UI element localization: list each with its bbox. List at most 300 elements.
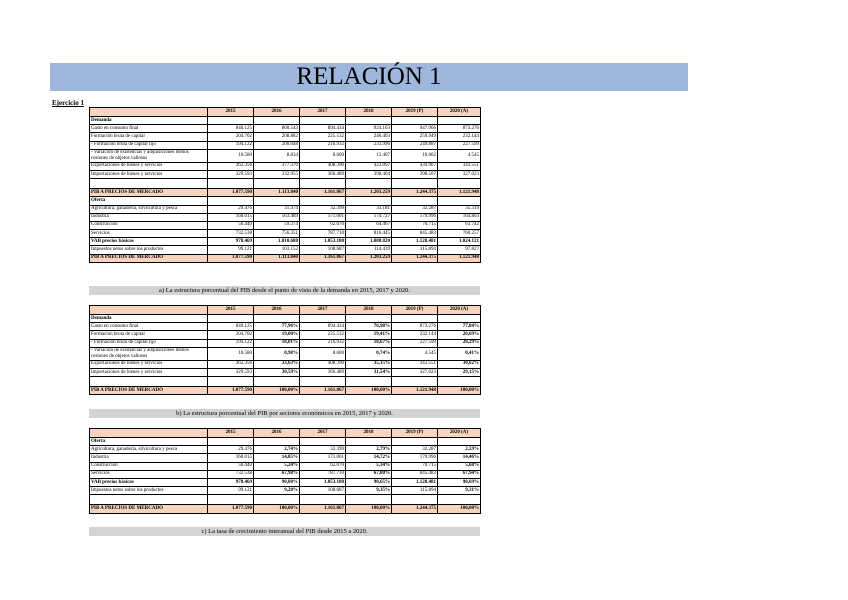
- value-cell: 14,46%: [438, 454, 481, 462]
- row-label: Servicios: [90, 470, 208, 478]
- header-blank: [90, 108, 208, 117]
- value-cell: 114.439: [346, 246, 392, 254]
- value-cell: 246.403: [346, 133, 392, 141]
- year-header: 2018: [346, 306, 392, 315]
- value-cell: 227.599: [392, 339, 438, 347]
- row-label: Agricultura, ganadería, silvicultura y pesca: [90, 205, 208, 213]
- empty-cell: [392, 438, 438, 446]
- section-label: Demanda: [90, 315, 208, 323]
- value-cell: 8.600: [300, 149, 346, 162]
- value-cell: 10.580: [208, 347, 254, 360]
- table-row: [90, 221, 481, 229]
- row-label: Importaciones de bienes y servicios: [90, 170, 208, 178]
- value-cell: 408.390: [300, 162, 346, 170]
- value-cell: 70.715: [392, 221, 438, 229]
- value-cell: 1.077.590: [208, 387, 254, 395]
- value-cell: 1.088.820: [346, 238, 392, 246]
- value-cell: 1.121.948: [438, 254, 481, 262]
- empty-cell: [438, 117, 481, 125]
- value-cell: 35.319: [438, 205, 481, 213]
- value-cell: 0,41%: [438, 347, 481, 360]
- value-cell: 978.469: [208, 478, 254, 486]
- value-cell: 249.887: [392, 141, 438, 149]
- year-header: 2016: [254, 108, 300, 117]
- value-cell: 225.532: [300, 331, 346, 339]
- value-cell: 108.687: [300, 246, 346, 254]
- value-cell: 216.932: [300, 141, 346, 149]
- value-cell: 19,00%: [254, 331, 300, 339]
- value-cell: 32.287: [392, 205, 438, 213]
- value-cell: 33.181: [346, 205, 392, 213]
- value-cell: 77,96%: [254, 323, 300, 331]
- value-cell: 18,01%: [254, 339, 300, 347]
- table-row: [90, 505, 481, 513]
- value-cell: 1.128.481: [392, 478, 438, 486]
- row-label: PIB A PRECIOS DE MERCADO: [90, 387, 208, 395]
- caption-c: c) La tasa de crecimiento interanual del PIB desde 2015 a 2020.: [89, 527, 480, 536]
- value-cell: 978.469: [208, 238, 254, 246]
- value-cell: 1.128.481: [392, 238, 438, 246]
- value-cell: 160.015: [208, 213, 254, 221]
- table-row: [90, 162, 481, 170]
- section-row: [90, 315, 481, 323]
- value-cell: 8.600: [300, 347, 346, 360]
- value-cell: 108.687: [300, 487, 346, 495]
- table-pib-base: [89, 107, 481, 263]
- value-cell: 225.532: [300, 133, 346, 141]
- empty-cell: [346, 495, 392, 505]
- empty-cell: [208, 315, 254, 323]
- header-blank: [90, 306, 208, 315]
- empty-cell: [254, 495, 300, 505]
- row-label: Industria: [90, 454, 208, 462]
- value-cell: 194.122: [208, 339, 254, 347]
- table-row: [90, 462, 481, 470]
- row-label: Gasto en consumo final: [90, 323, 208, 331]
- value-cell: 894.434: [300, 125, 346, 133]
- empty-cell: [346, 179, 392, 189]
- value-cell: 90,65%: [346, 478, 392, 486]
- value-cell: 1.113.840: [254, 189, 300, 197]
- value-cell: 873.276: [392, 323, 438, 331]
- empty-cell: [90, 377, 208, 387]
- value-cell: 29.476: [208, 446, 254, 454]
- value-cell: 1.244.375: [392, 505, 438, 513]
- empty-cell: [438, 377, 481, 387]
- value-cell: 14,85%: [254, 454, 300, 462]
- value-cell: 160.015: [208, 454, 254, 462]
- value-cell: 1.010.688: [254, 238, 300, 246]
- value-cell: 327.023: [392, 368, 438, 376]
- empty-cell: [300, 197, 346, 205]
- value-cell: 845.483: [392, 230, 438, 238]
- value-cell: 259.949: [392, 133, 438, 141]
- value-cell: 100,00%: [254, 387, 300, 395]
- value-cell: 204.702: [208, 133, 254, 141]
- value-cell: 31,54%: [346, 368, 392, 376]
- year-header: 2017: [300, 306, 346, 315]
- value-cell: 31.474: [254, 205, 300, 213]
- value-cell: 1.244.375: [392, 189, 438, 197]
- empty-cell: [90, 179, 208, 189]
- table-row: [90, 213, 481, 221]
- row-label: VAB precios básicos: [90, 478, 208, 486]
- row-label: Servicios: [90, 230, 208, 238]
- value-cell: 5,34%: [346, 462, 392, 470]
- value-cell: 103.152: [254, 246, 300, 254]
- value-cell: 90,69%: [438, 478, 481, 486]
- table-row: [90, 323, 481, 331]
- value-cell: 840.125: [208, 323, 254, 331]
- empty-cell: [438, 495, 481, 505]
- empty-cell: [300, 117, 346, 125]
- value-cell: 2,74%: [254, 446, 300, 454]
- value-cell: 76,98%: [346, 323, 392, 331]
- section-label: Oferta: [90, 197, 208, 205]
- value-cell: 362.356: [208, 360, 254, 368]
- table-row: [90, 487, 481, 495]
- table-row: [90, 125, 481, 133]
- value-cell: 179.996: [392, 213, 438, 221]
- year-header: 2017: [300, 429, 346, 438]
- year-header: 2019 (P): [392, 306, 438, 315]
- empty-cell: [438, 197, 481, 205]
- value-cell: 100,00%: [438, 387, 481, 395]
- value-cell: 33,63%: [254, 360, 300, 368]
- value-cell: 115.894: [392, 487, 438, 495]
- year-header: 2017: [300, 108, 346, 117]
- row-label: Construcción: [90, 462, 208, 470]
- value-cell: 845.483: [392, 470, 438, 478]
- row-label: Construcción: [90, 221, 208, 229]
- value-cell: 163.489: [254, 213, 300, 221]
- value-cell: 77,84%: [438, 323, 481, 331]
- row-label: - Formación bruta de capital fijo: [90, 141, 208, 149]
- value-cell: 29,15%: [438, 368, 481, 376]
- table-row: [90, 230, 481, 238]
- empty-cell: [392, 197, 438, 205]
- value-cell: 332.955: [254, 170, 300, 178]
- value-cell: 30,59%: [254, 368, 300, 376]
- empty-cell: [254, 179, 300, 189]
- value-cell: 59.374: [254, 221, 300, 229]
- value-cell: 62.070: [300, 462, 346, 470]
- value-cell: 90,80%: [254, 478, 300, 486]
- value-cell: 100,00%: [346, 505, 392, 513]
- value-cell: 1.077.590: [208, 189, 254, 197]
- header-blank: [90, 429, 208, 438]
- table-row: [90, 170, 481, 178]
- value-cell: 0,74%: [346, 347, 392, 360]
- table-row: [90, 339, 481, 347]
- value-cell: 327.023: [438, 170, 481, 178]
- page-title: RELACIÓN 1: [296, 63, 442, 90]
- row-label: - Formación bruta de capital fijo: [90, 339, 208, 347]
- row-label: Impuestos netos sobre los productos: [90, 246, 208, 254]
- empty-cell: [254, 377, 300, 387]
- value-cell: 1.203.259: [346, 189, 392, 197]
- value-cell: 99.121: [208, 246, 254, 254]
- value-cell: 29.476: [208, 205, 254, 213]
- row-label: PIB A PRECIOS DE MERCADO: [90, 189, 208, 197]
- empty-cell: [346, 117, 392, 125]
- value-cell: 787.710: [300, 230, 346, 238]
- empty-cell: [208, 197, 254, 205]
- value-cell: 329.593: [208, 368, 254, 376]
- year-header: 2019 (P): [392, 429, 438, 438]
- value-cell: 115.894: [392, 246, 438, 254]
- table-row: [90, 149, 481, 162]
- exercise-label: Ejercicio 1: [52, 99, 84, 107]
- year-header: 2018: [346, 108, 392, 117]
- value-cell: 35,15%: [346, 360, 392, 368]
- value-cell: 1.077.590: [208, 505, 254, 513]
- empty-cell: [392, 495, 438, 505]
- value-cell: 343.551: [392, 360, 438, 368]
- empty-cell: [392, 315, 438, 323]
- value-cell: 32.287: [392, 446, 438, 454]
- empty-cell: [300, 438, 346, 446]
- value-cell: 232.144: [438, 133, 481, 141]
- empty-cell: [208, 377, 254, 387]
- empty-cell: [208, 179, 254, 189]
- row-label: VAB precios básicos: [90, 238, 208, 246]
- value-cell: 216.932: [300, 339, 346, 347]
- value-cell: 1.203.259: [346, 254, 392, 262]
- value-cell: 30,62%: [438, 360, 481, 368]
- section-row: [90, 197, 481, 205]
- value-cell: 1.244.375: [392, 254, 438, 262]
- value-cell: 171.001: [300, 454, 346, 462]
- spacer-row: [90, 495, 481, 505]
- empty-cell: [254, 438, 300, 446]
- table-row: [90, 238, 481, 246]
- value-cell: 2,59%: [438, 446, 481, 454]
- value-cell: 67,98%: [254, 470, 300, 478]
- value-cell: 10.062: [392, 149, 438, 162]
- table-row: [90, 347, 481, 360]
- row-label: Importaciones de bienes y servicios: [90, 368, 208, 376]
- title-banner: [50, 63, 688, 91]
- header-row: [90, 108, 481, 117]
- value-cell: 56.440: [208, 462, 254, 470]
- value-cell: 10.580: [208, 149, 254, 162]
- value-cell: 924.163: [346, 125, 392, 133]
- value-cell: 200.048: [254, 141, 300, 149]
- header-row: [90, 429, 481, 438]
- value-cell: 63.742: [438, 221, 481, 229]
- section-label: Oferta: [90, 438, 208, 446]
- value-cell: 2,79%: [346, 446, 392, 454]
- value-cell: 732.538: [208, 470, 254, 478]
- value-cell: 5,24%: [254, 462, 300, 470]
- year-header: 2015: [208, 429, 254, 438]
- empty-cell: [300, 495, 346, 505]
- table-row: [90, 478, 481, 486]
- value-cell: 1.161.867: [300, 505, 346, 513]
- table-row: [90, 254, 481, 262]
- empty-cell: [254, 117, 300, 125]
- empty-cell: [392, 117, 438, 125]
- value-cell: 1.121.948: [438, 189, 481, 197]
- table-row: [90, 470, 481, 478]
- value-cell: 204.702: [208, 331, 254, 339]
- empty-cell: [208, 117, 254, 125]
- value-cell: 1.161.867: [300, 189, 346, 197]
- value-cell: 860.543: [254, 125, 300, 133]
- table-demand-structure: [89, 305, 481, 395]
- value-cell: 377.370: [254, 162, 300, 170]
- value-cell: 1.113.840: [254, 254, 300, 262]
- value-cell: 4.545: [438, 149, 481, 162]
- value-cell: 70.715: [392, 462, 438, 470]
- spacer-row: [90, 179, 481, 189]
- row-label: Exportaciones de bienes y servicios: [90, 162, 208, 170]
- year-header: 2016: [254, 306, 300, 315]
- empty-cell: [208, 495, 254, 505]
- value-cell: 760.257: [438, 230, 481, 238]
- row-label: Agricultura, ganadería, silvicultura y pesca: [90, 446, 208, 454]
- value-cell: 816.445: [346, 230, 392, 238]
- value-cell: 1.024.121: [438, 238, 481, 246]
- value-cell: 343.551: [438, 162, 481, 170]
- row-label: - Variación de existencias y adquisiciones menos cesiones de objetos valiosos: [90, 149, 208, 162]
- value-cell: 873.276: [438, 125, 481, 133]
- value-cell: 100,00%: [254, 505, 300, 513]
- value-cell: 1.053.180: [300, 478, 346, 486]
- value-cell: 408.390: [300, 360, 346, 368]
- value-cell: 9,20%: [254, 487, 300, 495]
- value-cell: 174.727: [346, 213, 392, 221]
- caption-a: a) La estructura porcentual del PIB desde el punto de vista de la demanda en 2015, 2017 y 2020.: [89, 286, 480, 295]
- empty-cell: [254, 197, 300, 205]
- value-cell: 329.593: [208, 170, 254, 178]
- table-sector-structure: [89, 428, 481, 514]
- empty-cell: [438, 179, 481, 189]
- table-row: [90, 387, 481, 395]
- empty-cell: [300, 315, 346, 323]
- row-label: Formación bruta de capital: [90, 331, 208, 339]
- value-cell: 19,41%: [346, 331, 392, 339]
- year-header: 2018: [346, 429, 392, 438]
- table-row: [90, 446, 481, 454]
- table-row: [90, 189, 481, 197]
- empty-cell: [208, 438, 254, 446]
- spacer-row: [90, 377, 481, 387]
- value-cell: 366.489: [300, 170, 346, 178]
- value-cell: 390.404: [346, 170, 392, 178]
- value-cell: 100,00%: [438, 505, 481, 513]
- value-cell: 97.827: [438, 246, 481, 254]
- value-cell: 434.967: [392, 162, 438, 170]
- empty-cell: [300, 179, 346, 189]
- year-header: 2020 (A): [438, 306, 481, 315]
- section-row: [90, 117, 481, 125]
- empty-cell: [346, 315, 392, 323]
- header-row: [90, 306, 481, 315]
- row-label: - Variación de existencias y adquisiciones menos cesiones de objetos valiosos: [90, 347, 208, 360]
- value-cell: 208.882: [254, 133, 300, 141]
- value-cell: 1.161.867: [300, 254, 346, 262]
- table-row: [90, 454, 481, 462]
- table-row: [90, 205, 481, 213]
- value-cell: 20,29%: [438, 339, 481, 347]
- value-cell: 9,35%: [346, 487, 392, 495]
- value-cell: 233.996: [346, 141, 392, 149]
- value-cell: 947.966: [392, 125, 438, 133]
- table-row: [90, 141, 481, 149]
- value-cell: 67,94%: [438, 470, 481, 478]
- row-label: Industria: [90, 213, 208, 221]
- value-cell: 14,72%: [346, 454, 392, 462]
- value-cell: 840.125: [208, 125, 254, 133]
- value-cell: 1.053.180: [300, 238, 346, 246]
- value-cell: 362.356: [208, 162, 254, 170]
- empty-cell: [346, 377, 392, 387]
- value-cell: 194.122: [208, 141, 254, 149]
- row-label: Impuestos netos sobre los productos: [90, 487, 208, 495]
- value-cell: 423.097: [346, 162, 392, 170]
- value-cell: 5,68%: [438, 462, 481, 470]
- row-label: Exportaciones de bienes y servicios: [90, 360, 208, 368]
- section-row: [90, 438, 481, 446]
- value-cell: 894.434: [300, 323, 346, 331]
- year-header: 2015: [208, 306, 254, 315]
- value-cell: 366.489: [300, 368, 346, 376]
- value-cell: 62.070: [300, 221, 346, 229]
- value-cell: 756.351: [254, 230, 300, 238]
- value-cell: 32.399: [300, 446, 346, 454]
- value-cell: 4.545: [392, 347, 438, 360]
- year-header: 2015: [208, 108, 254, 117]
- value-cell: 164.803: [438, 213, 481, 221]
- year-header: 2019 (P): [392, 108, 438, 117]
- value-cell: 232.144: [392, 331, 438, 339]
- table-row: [90, 368, 481, 376]
- empty-cell: [346, 197, 392, 205]
- empty-cell: [392, 179, 438, 189]
- empty-cell: [90, 495, 208, 505]
- value-cell: 1.121.948: [392, 387, 438, 395]
- value-cell: 12.407: [346, 149, 392, 162]
- table-row: [90, 360, 481, 368]
- table-row: [90, 133, 481, 141]
- empty-cell: [300, 377, 346, 387]
- value-cell: 0,98%: [254, 347, 300, 360]
- value-cell: 398.507: [392, 170, 438, 178]
- value-cell: 9,31%: [438, 487, 481, 495]
- value-cell: 1.077.590: [208, 254, 254, 262]
- row-label: PIB A PRECIOS DE MERCADO: [90, 505, 208, 513]
- section-label: Demanda: [90, 117, 208, 125]
- caption-b: b) La estructura porcentual del PIB por sectores económicos en 2015, 2017 y 2020.: [89, 409, 480, 418]
- empty-cell: [346, 438, 392, 446]
- value-cell: 99.121: [208, 487, 254, 495]
- value-cell: 67,80%: [346, 470, 392, 478]
- value-cell: 56.440: [208, 221, 254, 229]
- value-cell: 179.996: [392, 454, 438, 462]
- value-cell: 18,67%: [346, 339, 392, 347]
- value-cell: 8.834: [254, 149, 300, 162]
- row-label: Gasto en consumo final: [90, 125, 208, 133]
- row-label: PIB A PRECIOS DE MERCADO: [90, 254, 208, 262]
- year-header: 2016: [254, 429, 300, 438]
- value-cell: 1.161.867: [300, 387, 346, 395]
- value-cell: 171.001: [300, 213, 346, 221]
- empty-cell: [438, 315, 481, 323]
- year-header: 2020 (A): [438, 429, 481, 438]
- empty-cell: [438, 438, 481, 446]
